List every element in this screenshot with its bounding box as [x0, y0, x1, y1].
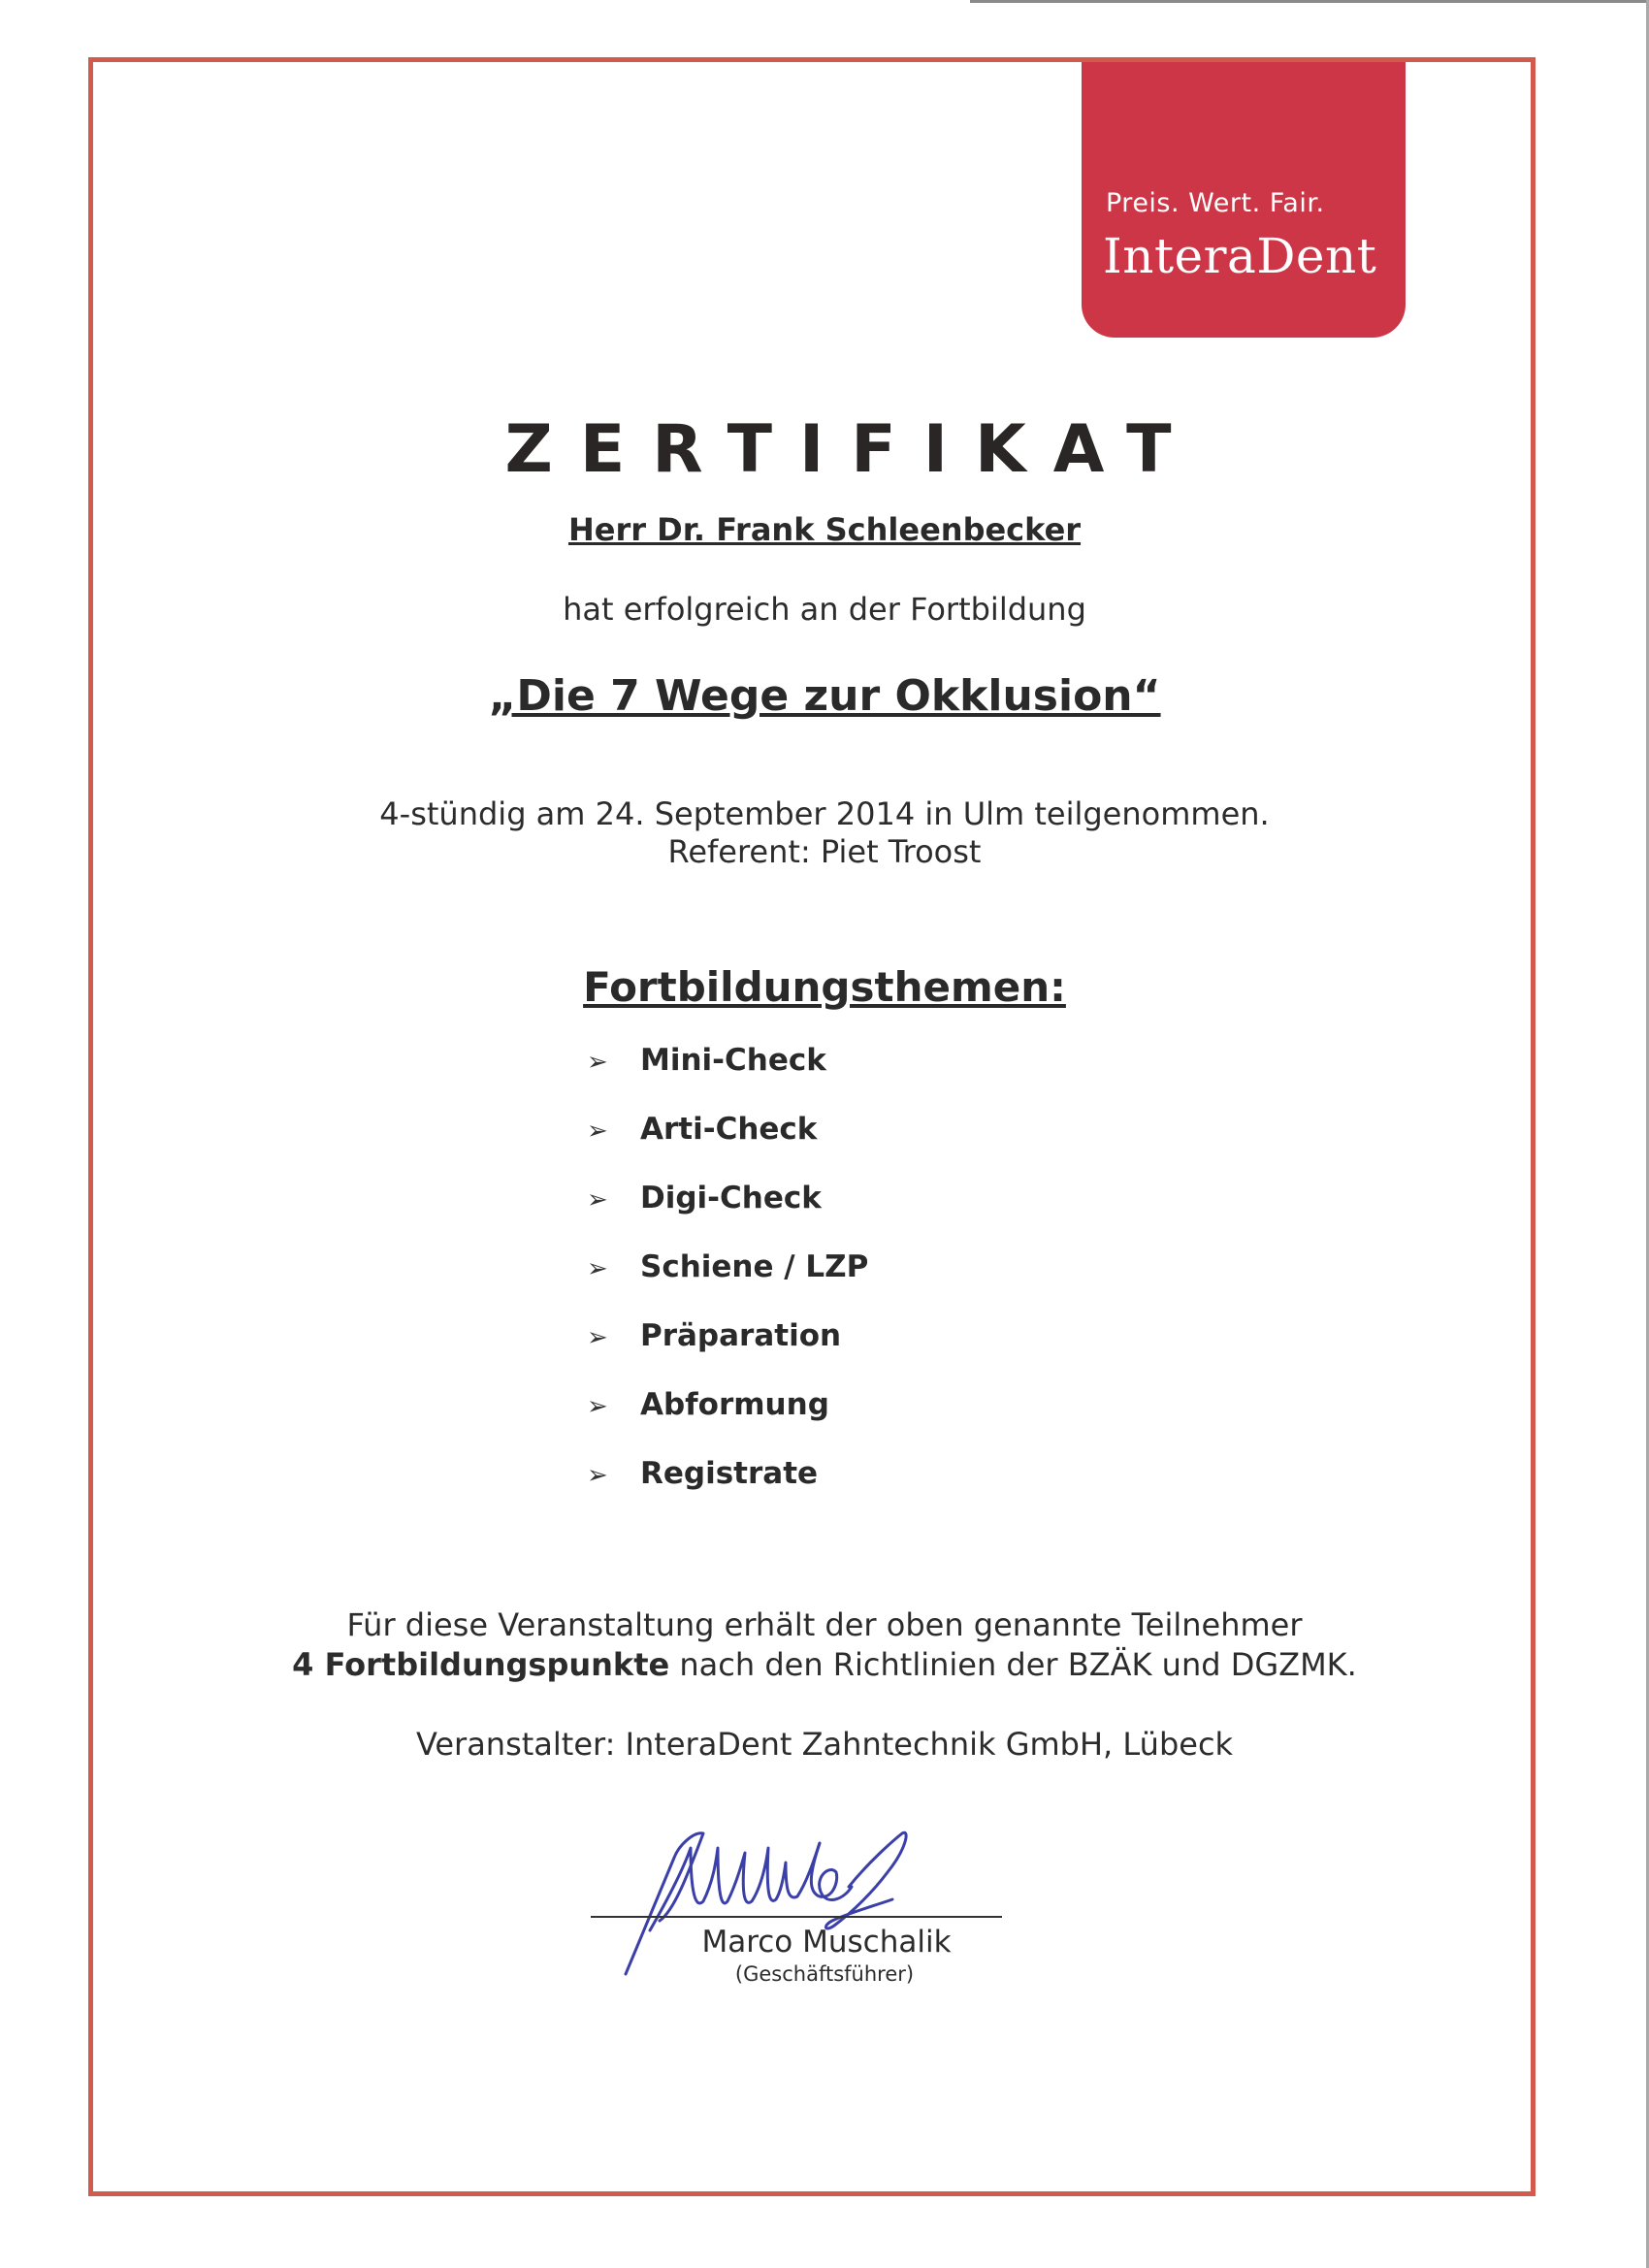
topic-item: [587, 1043, 868, 1112]
date-line: 4-stündig am 24. September 2014 in Ulm teilgenommen.: [379, 795, 1270, 832]
arrow-bullet-icon: ➢: [587, 1461, 608, 1490]
topic-item: [587, 1318, 868, 1387]
topic-item: [587, 1456, 868, 1525]
arrow-bullet-icon: ➢: [587, 1323, 608, 1352]
certificate-title: ZERTIFIKAT: [504, 411, 1199, 488]
signatory-role: (Geschäftsführer): [734, 1962, 915, 1986]
topic-item: [587, 1112, 868, 1181]
credit-points: 4 Fortbildungspunkte: [292, 1646, 670, 1683]
topic-label: Abformung: [640, 1387, 829, 1422]
arrow-bullet-icon: ➢: [587, 1392, 608, 1421]
topics-heading: Fortbildungsthemen:: [583, 963, 1066, 1011]
topic-label: Mini-Check: [640, 1043, 826, 1078]
organizer-line: Veranstalter: InteraDent Zahntechnik GmbH, Lübeck: [415, 1726, 1234, 1763]
topic-label: Präparation: [640, 1318, 842, 1353]
arrow-bullet-icon: ➢: [587, 1117, 608, 1146]
arrow-bullet-icon: ➢: [587, 1185, 608, 1215]
intro-text: hat erfolgreich an der Fortbildung: [563, 591, 1086, 628]
logo-brand: InteraDent: [1103, 228, 1377, 284]
arrow-bullet-icon: ➢: [587, 1048, 608, 1077]
topic-item: [587, 1181, 868, 1249]
credits-guidelines: nach den Richtlinien der BZÄK und DGZMK.: [669, 1646, 1357, 1683]
topic-label: Registrate: [640, 1456, 819, 1491]
interadent-logo: [1082, 62, 1406, 338]
arrow-bullet-icon: ➢: [587, 1254, 608, 1283]
logo-tagline: Preis. Wert. Fair.: [1106, 188, 1325, 218]
signature-line: [591, 1916, 1002, 1918]
topic-label: Arti-Check: [640, 1112, 818, 1147]
topic-label: Digi-Check: [640, 1181, 822, 1215]
scan-edge: [970, 0, 1649, 3]
topic-item: [587, 1387, 868, 1456]
recipient-name: Herr Dr. Frank Schleenbecker: [567, 511, 1082, 548]
credits-line-2: [0, 1646, 1649, 1683]
course-title: „Die 7 Wege zur Okklusion“: [488, 671, 1161, 721]
topic-item: [587, 1249, 868, 1318]
signatory-name: Marco Muschalik: [701, 1925, 952, 1960]
topics-list: [587, 1043, 868, 1525]
credits-line-1: Für diese Veranstaltung erhält der oben genannte Teilnehmer: [346, 1606, 1303, 1643]
topic-label: Schiene / LZP: [640, 1249, 869, 1284]
speaker-line: Referent: Piet Troost: [667, 833, 982, 870]
